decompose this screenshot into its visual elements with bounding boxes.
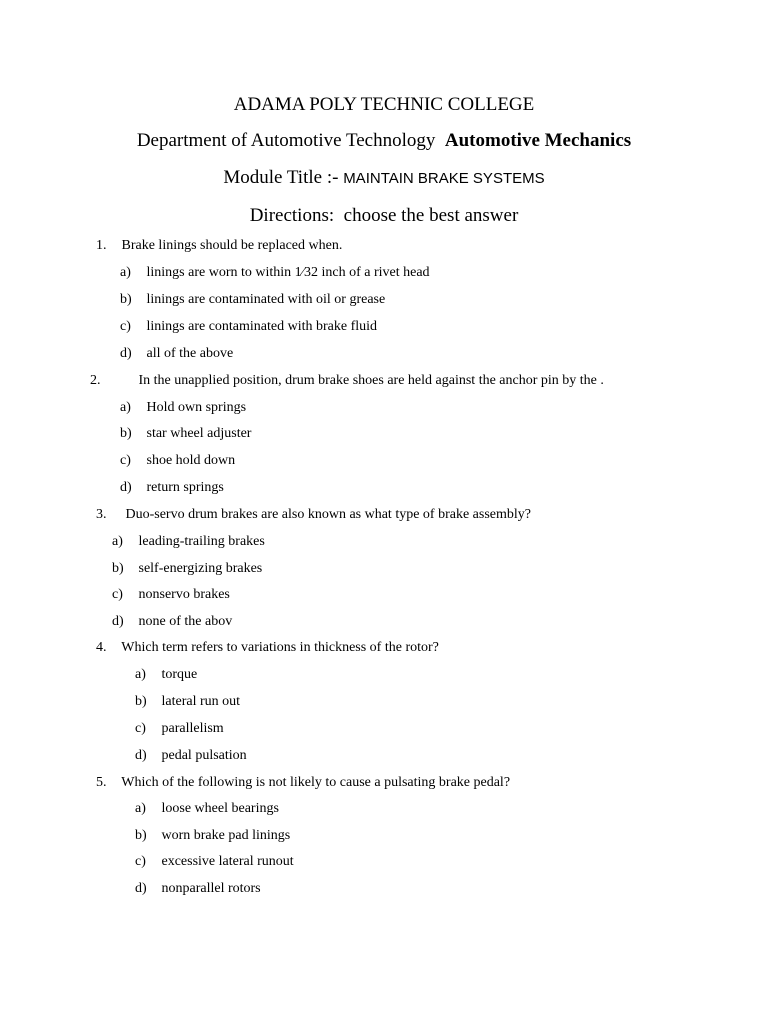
option-text: linings are contaminated with brake fluid xyxy=(146,319,378,334)
option-5c xyxy=(135,854,294,870)
option-text: Hold own springs xyxy=(146,400,247,415)
option-letter: a) xyxy=(135,667,146,682)
question-2 xyxy=(90,373,604,389)
module-name: MAINTAIN BRAKE SYSTEMS xyxy=(343,170,545,187)
option-text: star wheel adjuster xyxy=(146,426,252,441)
option-text: all of the above xyxy=(146,346,234,361)
option-2c xyxy=(120,453,235,469)
option-text: parallelism xyxy=(161,721,224,736)
option-letter: a) xyxy=(120,265,131,280)
option-1b xyxy=(120,292,385,308)
option-letter: b) xyxy=(135,828,147,843)
option-text: return springs xyxy=(146,480,224,495)
option-3c xyxy=(112,587,230,603)
option-letter: d) xyxy=(135,881,147,896)
option-letter: c) xyxy=(135,721,146,736)
module-title-line xyxy=(0,167,768,189)
question-number: 5. xyxy=(96,775,107,790)
option-4d xyxy=(135,748,247,764)
option-1c xyxy=(120,319,377,335)
option-5d xyxy=(135,881,261,897)
question-text: In the unapplied position, drum brake shoes are held against the anchor pin by the . xyxy=(138,373,604,388)
question-number: 4. xyxy=(96,640,107,655)
question-1 xyxy=(96,238,342,254)
question-text: Brake linings should be replaced when. xyxy=(121,238,343,253)
department-name: Department of Automotive Technology xyxy=(136,130,436,151)
option-text: shoe hold down xyxy=(146,453,236,468)
option-text: torque xyxy=(161,667,198,682)
option-text: linings are contaminated with oil or grease xyxy=(146,292,386,307)
option-letter: a) xyxy=(112,534,123,549)
option-text: self-energizing brakes xyxy=(138,561,263,576)
option-5a xyxy=(135,801,279,817)
option-1a xyxy=(120,265,430,281)
question-text: Which term refers to variations in thickness of the rotor? xyxy=(121,640,439,655)
option-letter: c) xyxy=(112,587,123,602)
option-letter: b) xyxy=(120,426,132,441)
option-2d xyxy=(120,480,224,496)
option-3d xyxy=(112,614,232,630)
option-letter: d) xyxy=(135,748,147,763)
question-number: 2. xyxy=(90,373,101,388)
option-letter: c) xyxy=(135,854,146,869)
question-number: 3. xyxy=(96,507,107,522)
question-5 xyxy=(96,775,510,791)
directions-text: choose the best answer xyxy=(343,205,519,226)
option-4b xyxy=(135,694,240,710)
question-4 xyxy=(96,640,439,656)
option-text: nonparallel rotors xyxy=(161,881,261,896)
option-1d xyxy=(120,346,233,362)
question-text: Duo-servo drum brakes are also known as what type of brake assembly? xyxy=(125,507,531,522)
option-3b xyxy=(112,561,262,577)
question-text: Which of the following is not likely to cause a pulsating brake pedal? xyxy=(121,775,511,790)
option-text: pedal pulsation xyxy=(161,748,247,763)
option-5b xyxy=(135,828,290,844)
option-letter: a) xyxy=(135,801,146,816)
option-2a xyxy=(120,400,246,416)
option-text: nonservo brakes xyxy=(138,587,230,602)
module-label: Module Title :- xyxy=(223,167,339,188)
question-number: 1. xyxy=(96,238,107,253)
option-text: loose wheel bearings xyxy=(161,801,279,816)
option-letter: b) xyxy=(135,694,147,709)
program-name: Automotive Mechanics xyxy=(444,130,632,151)
question-3 xyxy=(96,507,531,523)
option-letter: d) xyxy=(120,346,132,361)
option-text: none of the abov xyxy=(138,614,233,629)
option-letter: a) xyxy=(120,400,131,415)
option-letter: d) xyxy=(112,614,124,629)
option-text: lateral run out xyxy=(161,694,241,709)
college-title: ADAMA POLY TECHNIC COLLEGE xyxy=(233,94,535,115)
option-4a xyxy=(135,667,197,683)
option-3a xyxy=(112,534,265,550)
option-letter: c) xyxy=(120,319,131,334)
option-4c xyxy=(135,721,224,737)
directions-line xyxy=(0,205,768,227)
department-line xyxy=(0,130,768,152)
option-letter: c) xyxy=(120,453,131,468)
option-letter: b) xyxy=(112,561,124,576)
option-text: leading-trailing brakes xyxy=(138,534,265,549)
option-text: linings are worn to within 1⁄32 inch of a rivet head xyxy=(146,265,430,280)
option-2b xyxy=(120,426,251,442)
option-text: worn brake pad linings xyxy=(161,828,291,843)
option-text: excessive lateral runout xyxy=(161,854,294,869)
option-letter: b) xyxy=(120,292,132,307)
option-letter: d) xyxy=(120,480,132,495)
directions-label: Directions: xyxy=(249,205,335,226)
